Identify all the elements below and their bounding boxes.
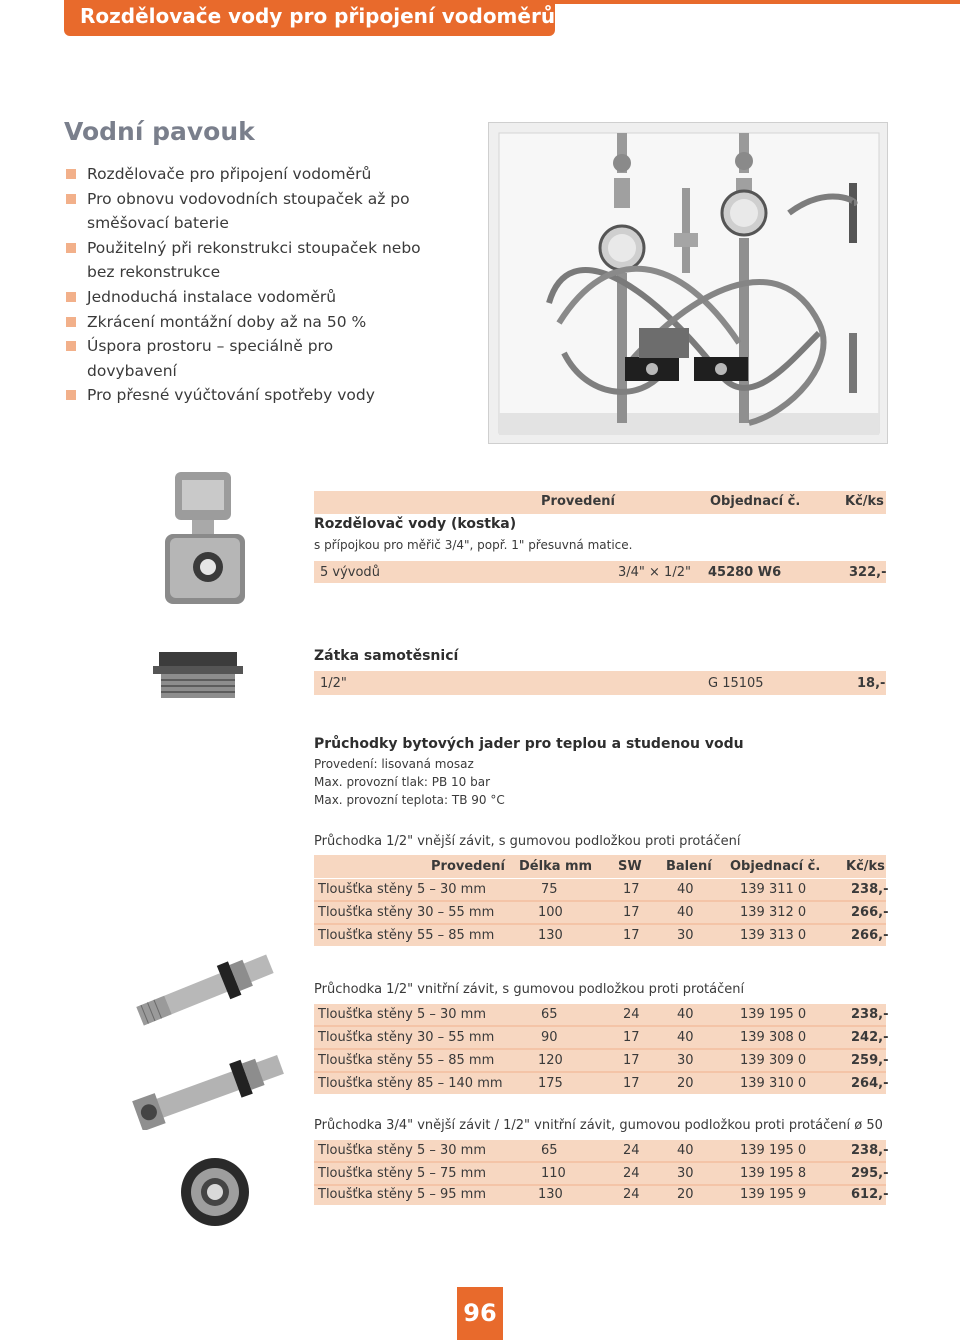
g2-r2-len: 90	[541, 1030, 558, 1045]
g3-r1-price: 238,-	[851, 1143, 889, 1158]
bullet-square-icon	[66, 341, 76, 351]
water-meter-installation-image	[489, 123, 888, 444]
g2-r2-name: Tloušťka stěny 30 – 55 mm	[318, 1030, 495, 1045]
feature-item: Rozdělovače pro připojení vodoměrů	[66, 162, 466, 187]
g3-r3-len: 130	[538, 1187, 563, 1202]
th-price: Kč/ks	[846, 859, 885, 874]
passthrough-title: Průchodky bytových jader pro teplou a studenou vodu	[314, 736, 744, 752]
group-2-title: Průchodka 1/2" vnitřní závit, s gumovou podložkou proti protáčení	[314, 982, 745, 997]
g2-r3-len: 120	[538, 1053, 563, 1068]
feature-item: Použitelný při rekonstrukci stoupaček nebo	[66, 236, 466, 261]
g1-r2-len: 100	[538, 905, 563, 920]
g3-r1-order: 139 195 0	[740, 1143, 807, 1158]
bullet-square-icon	[66, 194, 76, 204]
g2-r1-price: 238,-	[851, 1007, 889, 1022]
feature-item: Pro přesné vyúčtování spotřeby vody	[66, 383, 466, 408]
feature-item: Zkrácení montážní doby až na 50 %	[66, 310, 466, 335]
g3-r3-pack: 20	[677, 1187, 694, 1202]
plug-row-name: 1/2"	[320, 676, 347, 691]
g1-r2-sw: 17	[623, 905, 640, 920]
g1-r2-pack: 40	[677, 905, 694, 920]
col-header-provedeni: Provedení	[541, 494, 615, 509]
bullet-square-icon	[66, 317, 76, 327]
group-1-title: Průchodka 1/2" vnější závit, s gumovou podložkou proti protáčení	[314, 834, 741, 849]
page-header-title: Rozdělovače vody pro připojení vodoměrů	[80, 4, 556, 28]
g2-r4-price: 264,-	[851, 1076, 889, 1091]
g1-r1-len: 75	[541, 882, 558, 897]
feature-item: Pro obnovu vodovodních stoupaček až po	[66, 187, 466, 212]
g2-r2-price: 242,-	[851, 1030, 889, 1045]
g2-r2-sw: 17	[623, 1030, 640, 1045]
passthrough-info-temperature: Max. provozní teplota: TB 90 °C	[314, 793, 505, 807]
g2-r3-order: 139 309 0	[740, 1053, 807, 1068]
g3-r1-pack: 40	[677, 1143, 694, 1158]
g1-r1-price: 238,-	[851, 882, 889, 897]
g2-r1-pack: 40	[677, 1007, 694, 1022]
g2-r4-pack: 20	[677, 1076, 694, 1091]
g2-r3-price: 259,-	[851, 1053, 889, 1068]
g2-r4-sw: 17	[623, 1076, 640, 1091]
g1-r3-price: 266,-	[851, 928, 889, 943]
bullet-square-icon	[66, 390, 76, 400]
g1-r1-sw: 17	[623, 882, 640, 897]
feature-item: Úspora prostoru – speciálně pro	[66, 334, 466, 359]
g2-r3-sw: 17	[623, 1053, 640, 1068]
g2-r3-name: Tloušťka stěny 55 – 85 mm	[318, 1053, 495, 1068]
plug-image	[153, 650, 243, 700]
plug-row	[314, 671, 886, 695]
g3-r1-len: 65	[541, 1143, 558, 1158]
g2-r3-pack: 30	[677, 1053, 694, 1068]
th-baleni: Balení	[666, 859, 712, 874]
feature-item-continuation: dovybavení	[87, 361, 177, 380]
g3-r2-pack: 30	[677, 1166, 694, 1181]
plug-row-price: 18,-	[857, 676, 886, 691]
distributor-title: Rozdělovač vody (kostka)	[314, 516, 517, 532]
col-header-objednaci: Objednací č.	[710, 494, 801, 509]
g2-r2-order: 139 308 0	[740, 1030, 807, 1045]
th-objednaci: Objednací č.	[730, 859, 821, 874]
feature-item-continuation: bez rekonstrukce	[87, 263, 221, 282]
th-delka: Délka mm	[519, 859, 593, 874]
g3-r3-order: 139 195 9	[740, 1187, 807, 1202]
g1-r1-name: Tloušťka stěny 5 – 30 mm	[318, 882, 486, 897]
g3-r3-price: 612,-	[851, 1187, 889, 1202]
plug-title: Zátka samotěsnicí	[314, 648, 459, 664]
g2-r1-name: Tloušťka stěny 5 – 30 mm	[318, 1007, 486, 1022]
g1-r3-name: Tloušťka stěny 55 – 85 mm	[318, 928, 495, 943]
passthrough-info-pressure: Max. provozní tlak: PB 10 bar	[314, 775, 491, 789]
g3-r1-name: Tloušťka stěny 5 – 30 mm	[318, 1143, 486, 1158]
group-3-title: Průchodka 3/4" vnější závit / 1/2" vnitřní závit, gumovou podložkou proti protáčení ø 50	[314, 1118, 883, 1133]
distributor-row-price: 322,-	[849, 565, 887, 580]
distributor-row-name: 5 vývodů	[320, 565, 380, 580]
g1-r2-order: 139 312 0	[740, 905, 807, 920]
g3-r1-sw: 24	[623, 1143, 640, 1158]
th-provedeni: Provedení	[431, 859, 505, 874]
g2-r2-pack: 40	[677, 1030, 694, 1045]
g2-r1-len: 65	[541, 1007, 558, 1022]
bullet-square-icon	[66, 169, 76, 179]
g3-r2-name: Tloušťka stěny 5 – 75 mm	[318, 1166, 486, 1181]
g1-r1-pack: 40	[677, 882, 694, 897]
g1-r2-price: 266,-	[851, 905, 889, 920]
distributor-row-order: 45280 W6	[708, 565, 782, 580]
passthrough-combo-thread-image	[160, 1155, 270, 1230]
passthrough-external-thread-image	[125, 950, 285, 1030]
g3-r3-name: Tloušťka stěny 5 – 95 mm	[318, 1187, 486, 1202]
header-line	[555, 0, 960, 4]
g1-r2-name: Tloušťka stěny 30 – 55 mm	[318, 905, 495, 920]
section-title: Vodní pavouk	[64, 117, 255, 146]
distributor-row-provedeni: 3/4" × 1/2"	[618, 565, 691, 580]
col-header-price: Kč/ks	[845, 494, 884, 509]
g3-r3-sw: 24	[623, 1187, 640, 1202]
passthrough-internal-thread-image	[125, 1050, 295, 1130]
g1-r3-sw: 17	[623, 928, 640, 943]
g1-r3-order: 139 313 0	[740, 928, 807, 943]
bullet-square-icon	[66, 243, 76, 253]
distributor-row	[314, 561, 886, 583]
g3-r2-len: 110	[541, 1166, 566, 1181]
g2-r1-order: 139 195 0	[740, 1007, 807, 1022]
g1-r3-len: 130	[538, 928, 563, 943]
g1-r1-order: 139 311 0	[740, 882, 807, 897]
g2-r4-len: 175	[538, 1076, 563, 1091]
th-sw: SW	[618, 859, 642, 874]
bullet-square-icon	[66, 292, 76, 302]
distributor-image	[160, 472, 250, 607]
g2-r4-order: 139 310 0	[740, 1076, 807, 1091]
feature-item-continuation: směšovací baterie	[87, 214, 229, 233]
g2-r1-sw: 24	[623, 1007, 640, 1022]
passthrough-info-material: Provedení: lisovaná mosaz	[314, 757, 474, 771]
g3-r2-order: 139 195 8	[740, 1166, 807, 1181]
feature-list	[66, 162, 466, 408]
page-number: 96	[457, 1287, 503, 1340]
distributor-subtitle: s přípojkou pro měřič 3/4", popř. 1" přesuvná matice.	[314, 538, 633, 552]
plug-row-order: G 15105	[708, 676, 764, 691]
g3-r2-sw: 24	[623, 1166, 640, 1181]
feature-item: Jednoduchá instalace vodoměrů	[66, 285, 466, 310]
g1-r3-pack: 30	[677, 928, 694, 943]
g2-r4-name: Tloušťka stěny 85 – 140 mm	[318, 1076, 503, 1091]
installation-photo	[488, 122, 888, 444]
g3-r2-price: 295,-	[851, 1166, 889, 1181]
